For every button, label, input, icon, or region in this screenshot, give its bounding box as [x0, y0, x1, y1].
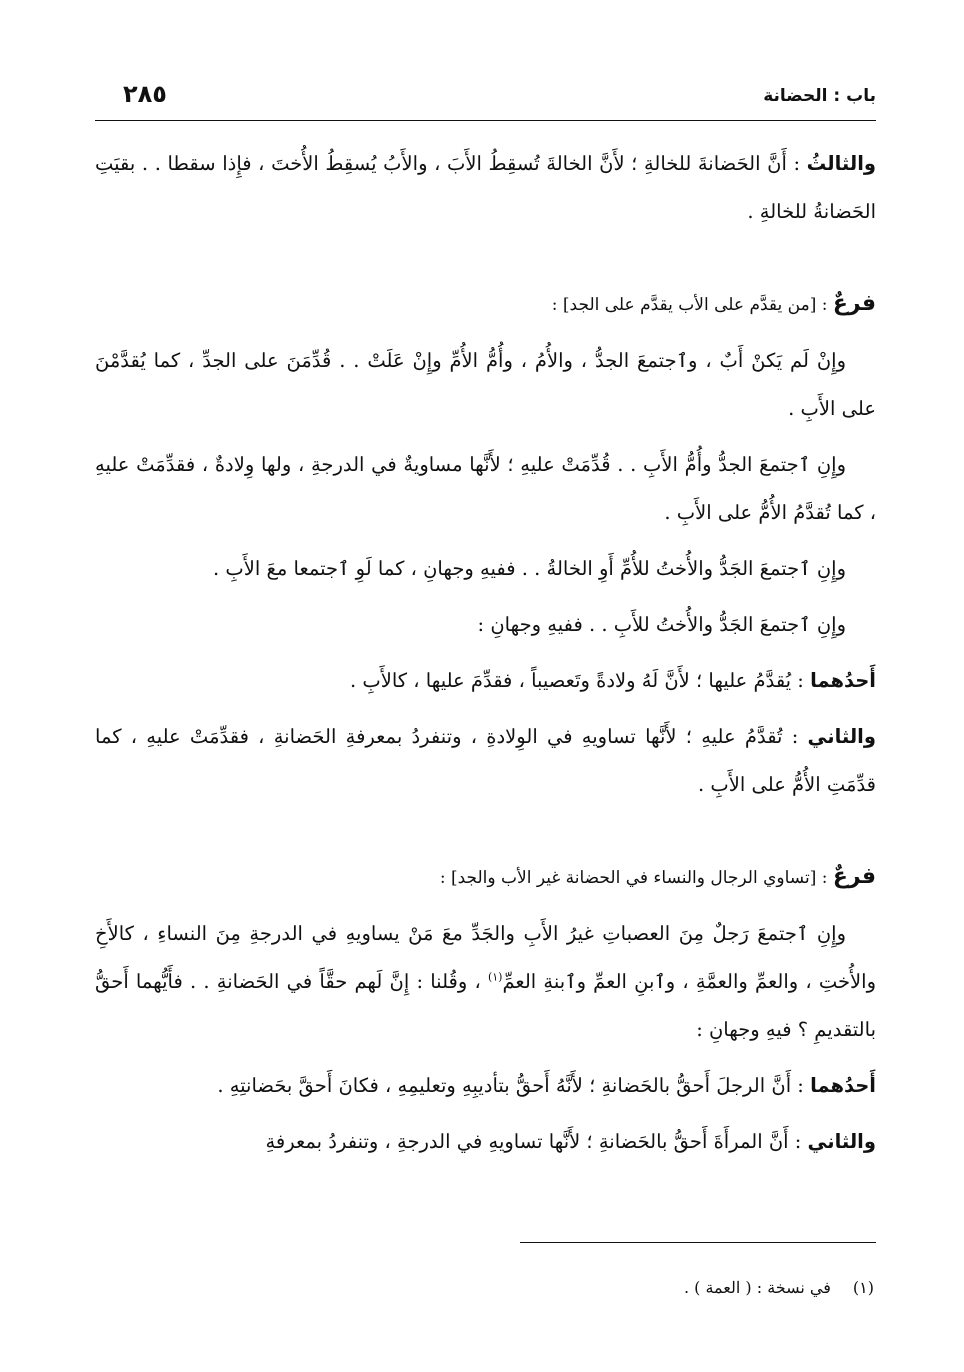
paragraph-lead: أَحدُهما — [810, 1074, 876, 1097]
paragraph-first-view — [95, 1062, 876, 1110]
paragraph — [95, 910, 876, 1054]
far-title: : [من يقدَّم على الأب يقدَّم على الجد] : — [551, 295, 833, 315]
paragraph: وإِنْ لَم يَكنْ أَبٌ ، وٱجتمعَ الجدُّ ، والأُمُ ، وأُمُّ الأُمِّ وإِنْ عَلَتْ . . قُدِّمَنَ على الجدِّ ، كما يُقدَّمْنَ على الأَبِ . — [95, 349, 876, 420]
paragraph-second-view — [95, 713, 876, 809]
paragraph-text: وإِنِ ٱجتمعَ رَجلٌ مِنَ العصباتِ غيرُ الأَبِ والجَدِّ معَ مَنْ يساويهِ في الدرجةِ مِنَ النساءِ ، كالأَخِ والأُختِ ، والعمِّ والعمَّةِ ، وٱبنِ العمِّ وٱبنةِ العمِّ — [95, 922, 876, 993]
paragraph-second-view — [95, 1118, 876, 1166]
paragraph-text: : أَنَّ المرأَةَ أَحقُّ بالحَضانةِ ؛ لأَنَّها تساويهِ في الدرجةِ ، وتنفردُ بمعرفةِ — [265, 1130, 808, 1153]
footnote-reference[interactable]: (١) — [487, 970, 503, 984]
paragraph-lead: أَحدُهما — [810, 669, 876, 692]
section-heading — [95, 280, 876, 329]
paragraph-text: : يُقدَّمُ عليها ؛ لأَنَّ لَهُ ولادةً وتَعصيباً ، فقدِّمَ عليها ، كالأَبِ . — [349, 669, 811, 692]
body-text — [95, 140, 876, 1174]
section-heading — [95, 853, 876, 902]
paragraph-text: ، وقُلنا : إِنَّ لَهم حقَّاً في الحَضانةِ . . فأَيُّهما أَحقُّ بالتقديمِ ؟ فيهِ وجهانِ : — [95, 970, 876, 1041]
running-title: باب : الحضانة — [763, 86, 876, 106]
section-gap — [95, 817, 876, 853]
paragraph-lead: والثاني — [807, 1130, 876, 1153]
paragraph: وإِنِ ٱجتمعَ الجدُّ وأُمُّ الأَبِ . . قُدِّمَتْ عليهِ ؛ لأَنَّها مساويةٌ في الدرجةِ ، ولها وِلادةٌ ، فقدِّمَتْ عليهِ ، كما تُقدَّمُ الأُمُّ على الأَبِ . — [95, 453, 876, 524]
footnote-text: في نسخة : ( العمة ) . — [683, 1278, 831, 1297]
paragraph: وإِنِ ٱجتمعَ الجَدُّ والأُختُ للأُمِّ أَوِ الخالةُ . . ففيهِ وجهانِ ، كما لَوِ ٱجتمعا معَ الأَبِ . — [212, 557, 846, 580]
footnote — [684, 1278, 874, 1297]
paragraph-text: : تُقدَّمُ عليهِ ؛ لأَنَّها تساويهِ في الوِلادةِ ، وتنفردُ بمعرفةِ الحَضانةِ ، فقدِّمَتْ عليهِ ، كما قدِّمَتِ الأُمُّ على الأَبِ . — [95, 725, 876, 796]
paragraph-third-opinion — [95, 140, 876, 236]
paragraph-text: : أَنَّ الرجلَ أَحقُّ بالحَضانةِ ؛ لأَنَّهُ أَحقُّ بتأديبِهِ وتعليمِهِ ، فكانَ أَحقَّ بحَضانتِهِ . — [217, 1074, 811, 1097]
footnote-number: (١) — [852, 1278, 874, 1297]
paragraph-lead: والثالثُ — [806, 152, 876, 175]
paragraph: وإِنِ ٱجتمعَ الجَدُّ والأُختُ للأَبِ . . ففيهِ وجهانِ : — [477, 613, 846, 636]
far-label: فرعٌ — [832, 291, 876, 316]
page-number: ٢٨٥ — [123, 80, 167, 108]
paragraph-lead: والثاني — [807, 725, 876, 748]
far-label: فرعٌ — [832, 864, 876, 889]
paragraph-text: : أَنَّ الحَضانةَ للخالةِ ؛ لأَنَّ الخالةَ تُسقِطُ الأَبَ ، والأَبُ يُسقِطُ الأُختَ ، فإِذا سقطا . . بقيَتِ الحَضانةُ للخالةِ . — [95, 152, 876, 223]
running-header — [95, 80, 876, 121]
section-gap — [95, 244, 876, 280]
paragraph-first-view — [95, 657, 876, 705]
footnote-divider — [520, 1242, 876, 1243]
far-title: : [تساوي الرجال والنساء في الحضانة غير الأب والجد] : — [439, 868, 833, 888]
